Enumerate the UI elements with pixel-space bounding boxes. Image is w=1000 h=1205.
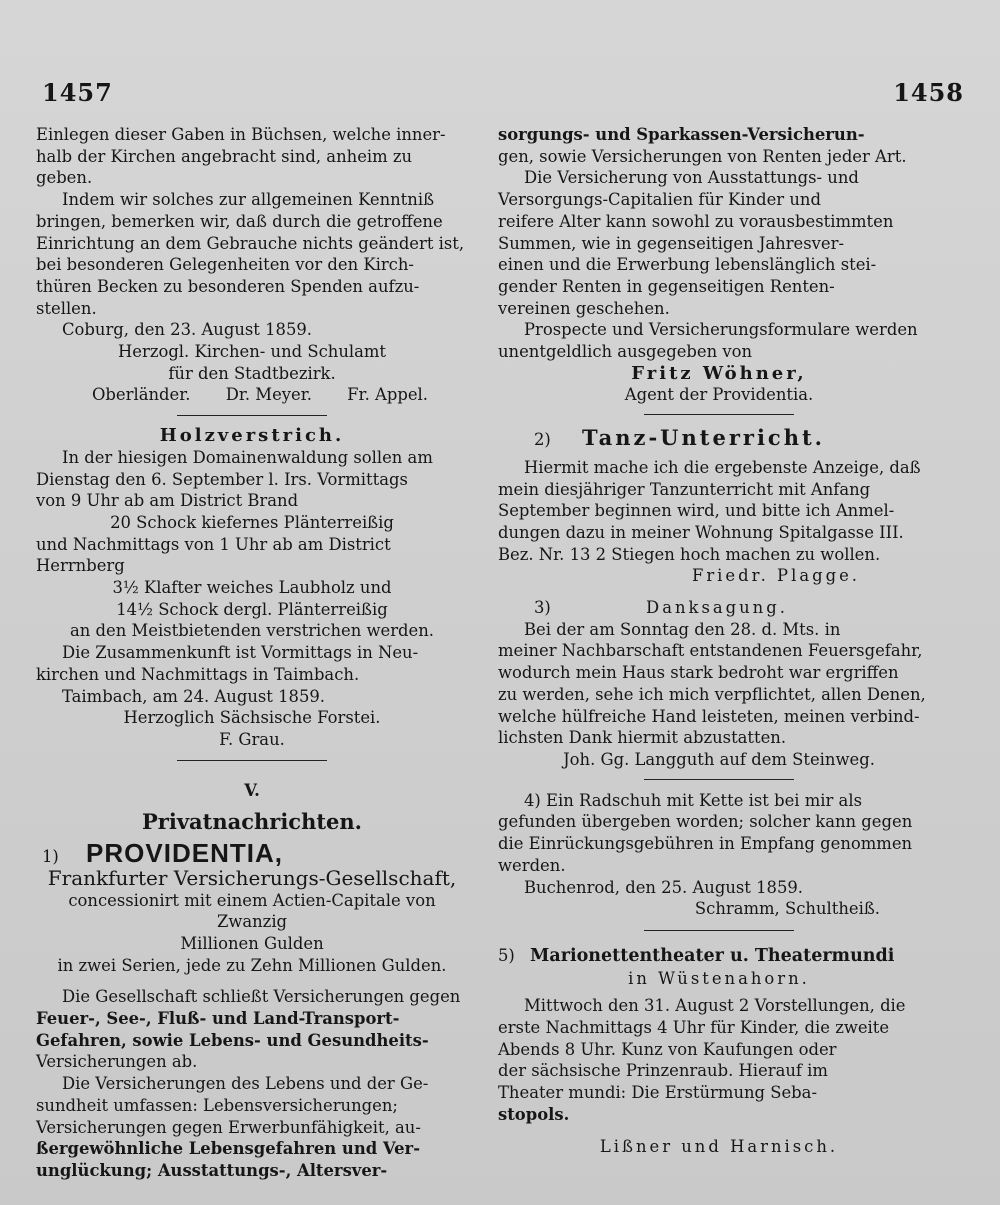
text-line: und Nachmittags von 1 Uhr ab am District (36, 534, 391, 554)
text-line: mein diesjähriger Tanzunterricht mit Anfang (498, 479, 871, 499)
ad-heading (498, 597, 940, 619)
divider (177, 415, 327, 416)
text-line: Die Versicherungen des Lebens und der Ge- (62, 1074, 429, 1094)
text-line: werden. (498, 855, 566, 875)
signature: Dr. Meyer. (225, 385, 312, 405)
text-line: bringen, bemerken wir, daß durch die getroffene (36, 211, 443, 231)
text-line: 20 Schock kiefernes Plänterreißig (110, 512, 394, 532)
divider (644, 779, 794, 780)
right-column (498, 124, 940, 1157)
authority-line: Herzogl. Kirchen- und Schulamt (117, 342, 387, 362)
text-line: Herrnberg (36, 556, 125, 576)
text-line: erste Nachmittags 4 Uhr für Kinder, die zweite (498, 1018, 890, 1038)
text-line: Summen, wie in gegenseitigen Jahresver- (498, 233, 844, 253)
text-line: stopols. (498, 1104, 570, 1124)
text-line: September beginnen wird, und bitte ich Anmel- (498, 501, 895, 521)
signature: F. Grau. (219, 729, 285, 749)
page-number-left: 1457 (42, 78, 113, 107)
text-line: Versicherungen ab. (36, 1052, 198, 1072)
ad-heading (498, 427, 940, 451)
text-line: dungen dazu in meiner Wohnung Spitalgasse III. (498, 522, 904, 542)
ad-number: 5) (498, 945, 515, 965)
text-line: zu werden, sehe ich mich verpflichtet, allen Denen, (498, 684, 926, 704)
ad-number: 1) (42, 847, 59, 867)
spacer (498, 1126, 940, 1136)
text-line: Theater mundi: Die Erstürmung Seba- (498, 1083, 817, 1103)
place-date: Taimbach, am 24. August 1859. (62, 686, 326, 706)
text-line: Mittwoch den 31. August 2 Vorstellungen, die (524, 996, 906, 1016)
text-line: Versorgungs-Capitalien für Kinder und (498, 190, 821, 210)
company-name: PROVIDENTIA, (86, 838, 283, 869)
text-line: gender Renten in gegenseitigen Renten- (498, 276, 835, 296)
page-number-right: 1458 (893, 78, 964, 107)
text-line: sorgungs- und Sparkassen-Versicherun- (498, 125, 865, 144)
text-line: in zwei Serien, jede zu Zehn Millionen Gulden. (57, 955, 447, 975)
place-date: Buchenrod, den 25. August 1859. (524, 877, 804, 897)
text-line: an den Meistbietenden verstrichen werden. (69, 621, 435, 641)
signatures (36, 384, 468, 406)
ad-title: Marionettentheater u. Theatermundi (530, 945, 895, 966)
text-line: Einlegen dieser Gaben in Büchsen, welche inner- (36, 125, 446, 144)
company-subtitle: Frankfurter Versicherungs-Gesellschaft, (47, 865, 457, 890)
signature: Joh. Gg. Langguth auf dem Steinweg. (563, 749, 875, 769)
section-number: V. (244, 780, 260, 800)
text-line: reifere Alter kann sowohl zu vorausbestimmten (498, 211, 894, 231)
text-line: concessionirt mit einem Actien-Capitale von Zwanzig (68, 890, 436, 932)
notice-title: Holzverstrich. (159, 425, 345, 447)
authority-line: Herzoglich Sächsische Forstei. (123, 708, 381, 728)
text-line: geben. (36, 168, 93, 188)
text-line: Dienstag den 6. September l. Irs. Vormittags (36, 469, 408, 489)
text-line: wodurch mein Haus stark bedroht war ergriffen (498, 663, 899, 683)
announcement-paragraph (36, 189, 468, 319)
signature: Oberländer. (92, 385, 191, 405)
text-line: von 9 Uhr ab am District Brand (36, 491, 299, 511)
text-line: In der hiesigen Domainenwaldung sollen am (62, 447, 433, 467)
agent-role: Agent der Providentia. (624, 385, 814, 405)
text-line: ßergewöhnliche Lebensgefahren und Ver- (36, 1139, 420, 1159)
text-line: Bei der am Sonntag den 28. d. Mts. in (524, 619, 841, 639)
text-line: Die Zusammenkunft ist Vormittags in Neu- (62, 643, 419, 663)
text-line: Indem wir solches zur allgemeinen Kenntniß (62, 190, 435, 210)
signature: Lißner und Harnisch. (599, 1136, 839, 1156)
text-line: unglückung; Ausstattungs-, Altersver- (36, 1160, 388, 1180)
ad-number: 3) (534, 598, 551, 618)
text-line: stellen. (36, 298, 97, 318)
text-line: meiner Nachbarschaft entstandenen Feuersgefahr, (498, 641, 923, 661)
place-date: Coburg, den 23. August 1859. (62, 320, 313, 340)
text-line: gefunden übergeben worden; solcher kann gegen (498, 812, 913, 832)
text-line: welche hülfreiche Hand leisteten, meinen verbind- (498, 706, 920, 726)
agent-name: Fritz Wöhner, (631, 362, 807, 384)
spacer (36, 976, 468, 986)
text-line: 14½ Schock dergl. Plänterreißig (116, 599, 388, 619)
text-line: Einrichtung an dem Gebrauche nichts geändert ist, (36, 233, 465, 253)
text-line: Die Gesellschaft schließt Versicherungen gegen (62, 987, 461, 1007)
text-line: der sächsische Prinzenraub. Hierauf im (498, 1061, 828, 1081)
ad-number: 2) (534, 430, 551, 450)
text-line: 3½ Klafter weiches Laubholz und (112, 578, 392, 598)
text-line: kirchen und Nachmittags in Taimbach. (36, 664, 360, 684)
ad-place: in Wüstenahorn. (628, 968, 810, 988)
ad-title: Tanz-Unterricht. (582, 425, 825, 451)
text-line: lichsten Dank hiermit abzustatten. (498, 728, 787, 748)
text-line: sundheit umfassen: Lebensversicherungen; (36, 1095, 398, 1115)
text-line: gen, sowie Versicherungen von Renten jeder Art. (498, 146, 907, 166)
text-line: vereinen geschehen. (498, 298, 670, 318)
divider (644, 930, 794, 931)
text-line: unentgeldlich ausgegeben von (498, 342, 753, 362)
text-line: die Einrückungsgebühren in Empfang genommen (498, 834, 913, 854)
ad-heading (498, 945, 940, 968)
text-line: Die Versicherung von Ausstattungs- und (524, 168, 859, 188)
text-line: Bez. Nr. 13 2 Stiegen hoch machen zu wollen. (498, 544, 881, 564)
authority-line: für den Stadtbezirk. (168, 363, 336, 383)
spacer (36, 770, 468, 780)
text-line: einen und die Erwerbung lebenslänglich stei- (498, 255, 877, 275)
text-line: thüren Becken zu besonderen Spenden aufzu- (36, 276, 420, 296)
text-line: 4) Ein Radschuh mit Kette ist bei mir als (524, 790, 862, 810)
divider (177, 760, 327, 761)
spacer (498, 587, 940, 597)
ad-heading (36, 838, 468, 869)
text-line: Millionen Gulden (180, 933, 324, 953)
text-line: Feuer-, See-, Fluß- und Land-Transport- (36, 1009, 400, 1029)
ad-title: Danksagung. (646, 598, 788, 618)
text-line: bei besonderen Gelegenheiten vor den Kirch- (36, 255, 414, 275)
left-column (36, 124, 468, 1182)
signature: Fr. Appel. (347, 385, 428, 405)
section-title: Privatnachrichten. (141, 809, 362, 835)
text-line: Versicherungen gegen Erwerbunfähigkeit, au- (36, 1117, 421, 1137)
text-line: halb der Kirchen angebracht sind, anheim zu (36, 146, 413, 166)
text-line: Hiermit mache ich die ergebenste Anzeige, daß (524, 457, 921, 477)
signature: Schramm, Schultheiß. (694, 899, 880, 919)
divider (644, 414, 794, 415)
text-line: Gefahren, sowie Lebens- und Gesundheits- (36, 1030, 429, 1050)
text-line: Prospecte und Versicherungsformulare werden (524, 320, 918, 340)
intro-paragraph (36, 124, 468, 189)
signature: Friedr. Plagge. (691, 566, 860, 586)
text-line: Abends 8 Uhr. Kunz von Kaufungen oder (498, 1039, 837, 1059)
